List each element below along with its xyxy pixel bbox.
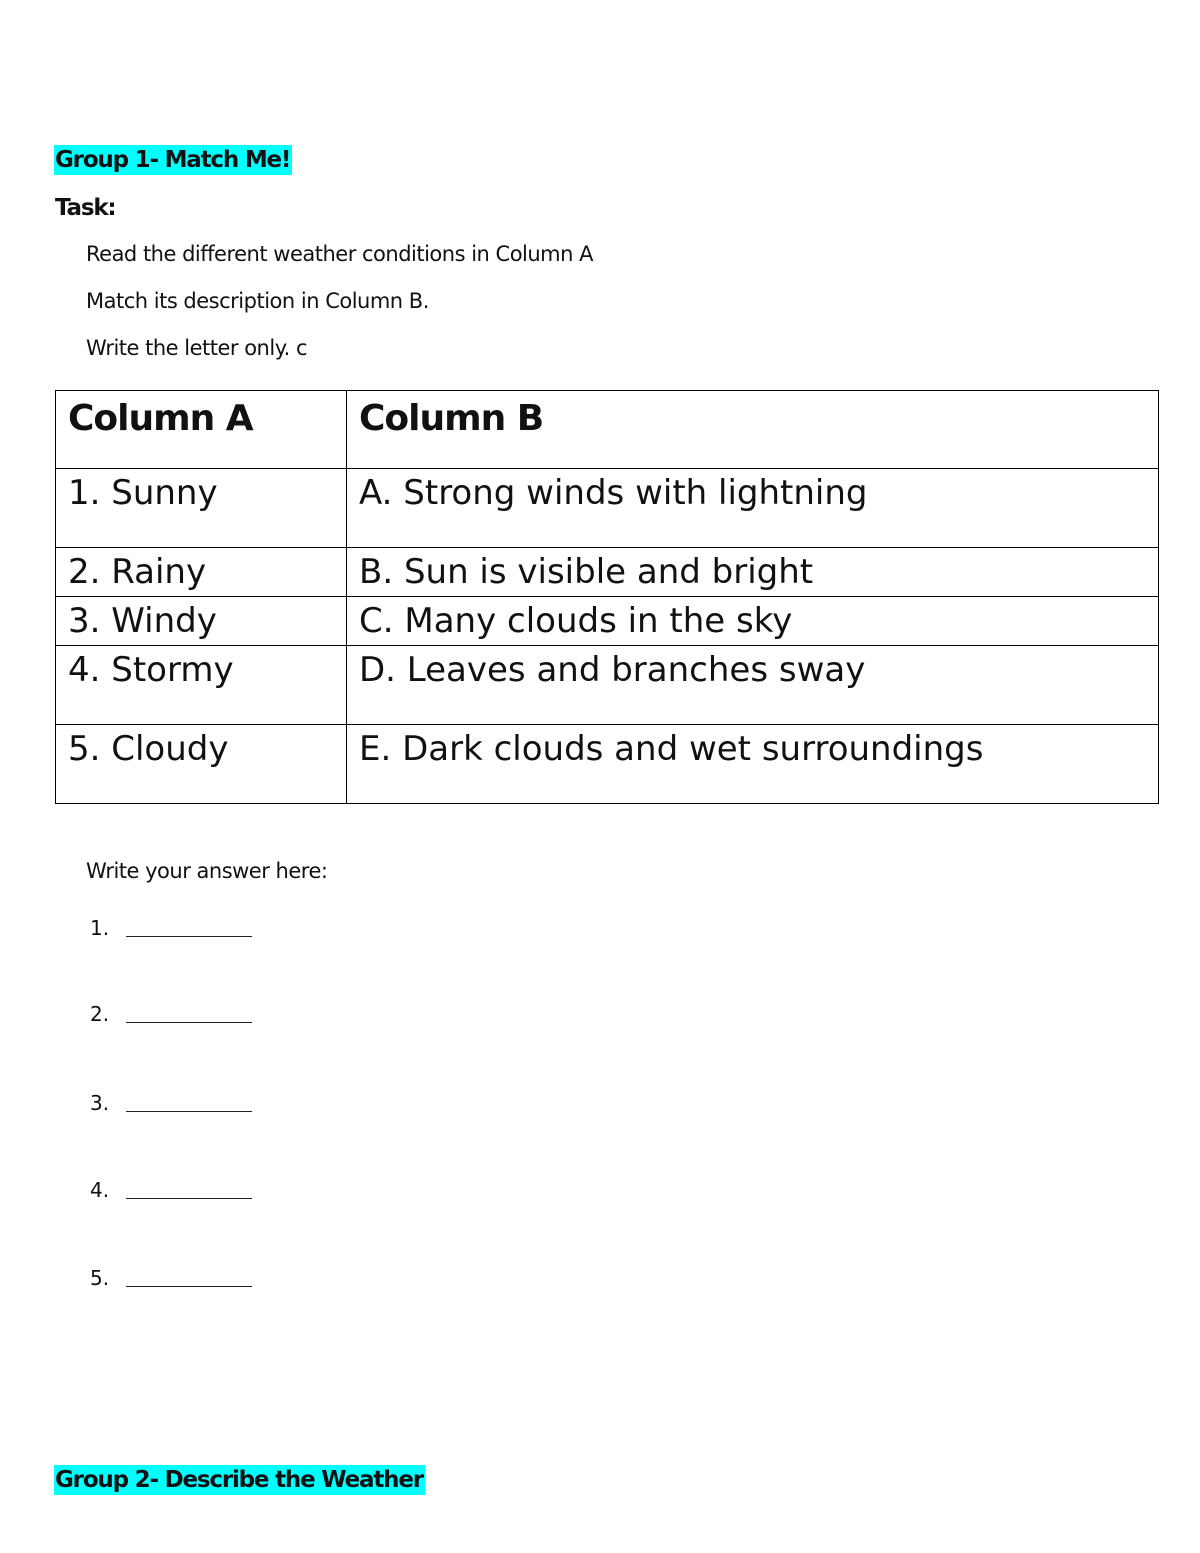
answer-blank[interactable]: [126, 1178, 252, 1199]
column-a-header: Column A: [56, 391, 347, 469]
answer-blank[interactable]: [126, 1091, 252, 1112]
answer-number: 2.: [90, 1002, 110, 1026]
column-a-cell: 2. Rainy: [56, 548, 347, 597]
answer-blank[interactable]: [126, 1266, 252, 1287]
task-label: Task:: [55, 195, 116, 221]
column-b-cell: C. Many clouds in the sky: [347, 597, 1159, 646]
column-a-cell: 1. Sunny: [56, 469, 347, 548]
column-b-cell: B. Sun is visible and bright: [347, 548, 1159, 597]
answer-line: [90, 1264, 252, 1292]
table-row: [56, 548, 1159, 597]
instruction-line: Read the different weather conditions in Column A: [86, 242, 593, 266]
column-b-header: Column B: [347, 391, 1159, 469]
instruction-line: Write the letter only. c: [86, 336, 308, 360]
answer-number: 5.: [90, 1266, 110, 1290]
matching-table: [55, 390, 1159, 804]
column-a-cell: 3. Windy: [56, 597, 347, 646]
answer-blank[interactable]: [126, 1002, 252, 1023]
group-1-title: Group 1- Match Me!: [55, 147, 291, 173]
column-b-cell: D. Leaves and branches sway: [347, 646, 1159, 725]
answer-line: [90, 914, 252, 942]
group-2-title: Group 2- Describe the Weather: [55, 1467, 423, 1493]
answer-line: [90, 1000, 252, 1028]
answer-number: 4.: [90, 1178, 110, 1202]
answer-line: [90, 1176, 252, 1204]
column-b-cell: E. Dark clouds and wet surroundings: [347, 725, 1159, 804]
answer-prompt: Write your answer here:: [86, 859, 328, 883]
table-row: [56, 725, 1159, 804]
column-b-cell: A. Strong winds with lightning: [347, 469, 1159, 548]
table-row: [56, 597, 1159, 646]
column-a-cell: 4. Stormy: [56, 646, 347, 725]
answer-blank[interactable]: [126, 916, 252, 937]
instruction-line: Match its description in Column B.: [86, 289, 429, 313]
answer-number: 3.: [90, 1091, 110, 1115]
table-row: [56, 469, 1159, 548]
table-header-row: [56, 391, 1159, 469]
answer-line: [90, 1089, 252, 1117]
column-a-cell: 5. Cloudy: [56, 725, 347, 804]
answer-number: 1.: [90, 916, 110, 940]
table-row: [56, 646, 1159, 725]
